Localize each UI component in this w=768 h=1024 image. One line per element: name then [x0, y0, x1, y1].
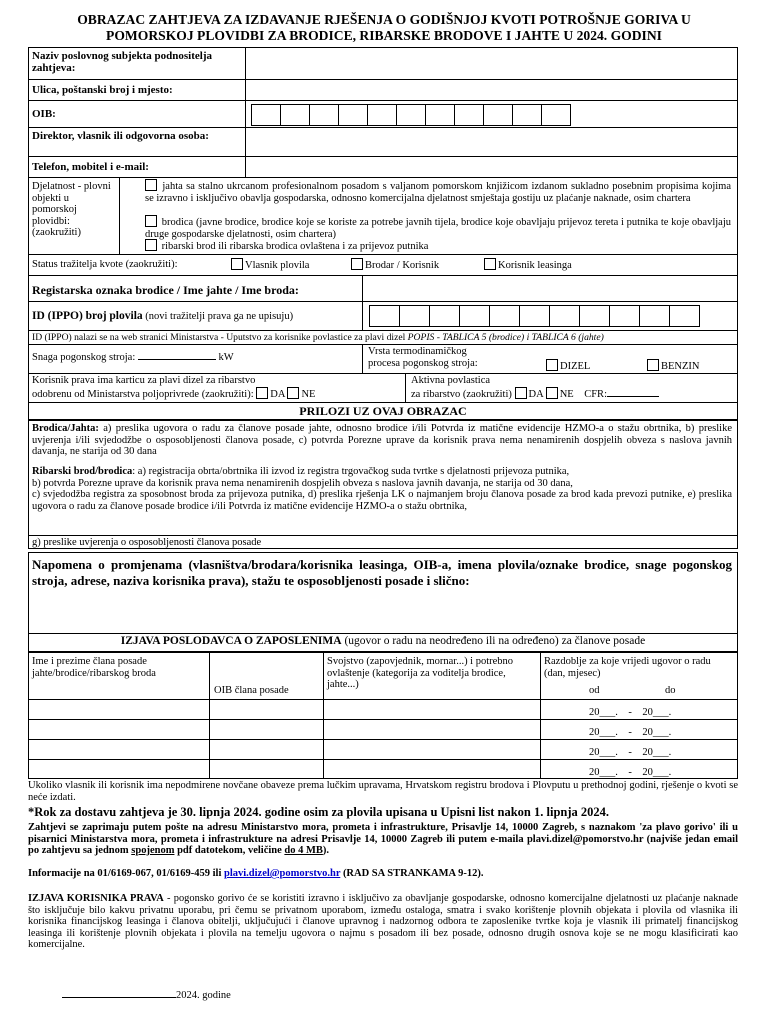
prilozi-ribarski: Ribarski brod/brodica: a) registracija obrta/obrtnika ili izvod iz registra trgovačkog suda tvrtke s djelatnosti prijevoza putnika, b) potvrda Porezne uprave da korisnik prava nema nenamirenih dospjelih obveza s naslova javnih davanja, ne starija od 30 dana, c) svjedodžba registra za sposobnost broda za prijevoza putnika, d) preslika rješenja LK o najmanjem broju članova posade za brod kada prevozi putnike, e) preslika ugovora o radu za članove posade brodice i/ili Potvrda iz matične evidencije HZMO-a o stažu obrtnika,: [32, 466, 732, 512]
signature-date[interactable]: 2024. godine: [62, 990, 231, 1002]
footer-info: Informacije na 01/6169-067, 01/6169-459 ili plavi.dizel@pomorstvo.hr (RAD SA STRANKAMA 9-12).: [28, 868, 484, 879]
table-row[interactable]: 20___. - 20___.: [589, 747, 672, 758]
direktor-label: Direktor, vlasnik ili odgovorna osoba:: [32, 130, 209, 142]
vrsta-dizel-checkbox[interactable]: [546, 359, 558, 371]
djelatnost-opt3-checkbox[interactable]: [145, 239, 157, 251]
napomena-section: [28, 552, 738, 634]
col-ime: Ime i prezime člana posade jahte/brodice/ribarskog broda: [32, 656, 156, 679]
status-label: Status tražitelja kvote (zaokružiti):: [32, 259, 178, 270]
footer-zahtjevi: Zahtjevi se zaprimaju putem pošte na adresu Ministarstvo mora, prometa i infrastrukture, Prisavlje 14, 10000 Zagreb, s naznakom 'za plavo gorivo' ili u pisarnici Ministarstva mora, prometa i infrastrukture na adresi Prisavlje 14, 10000 Zagreb ili putem e-maila plavi.dizel@pomorstvo.hr (najviše jedan email po zahtjevu sa jednom spojenom pdf datotekom, veličine do 4 MB).: [28, 822, 738, 856]
status-vlasnik-checkbox[interactable]: [231, 258, 243, 270]
employees-section: [28, 633, 738, 779]
col-razdoblje: Razdoblje za koje vrijedi ugovor o radu (dan, mjesec): [544, 656, 711, 679]
prilozi-g: g) preslike uvjerenja o osposobljenosti članova posade: [32, 537, 262, 548]
form-title: [0, 12, 768, 44]
kartica-label: Korisnik prava ima karticu za plavi dizel za ribarstvo odobrenu od Ministarstva poljoprivrede (zaokružiti): DA NE: [32, 375, 316, 400]
djelatnost-opt3[interactable]: ribarski brod ili ribarska brodica ovlaštena i za prijevoz putnika: [145, 239, 731, 253]
prilozi-brodica: Brodica/Jahta: a) preslika ugovora o radu za članove posade jahte, odnosno brodice i/ili Potvrda iz matične evidencije HZMO-a o stažu obrtnika, b) preslike uvjerenja i/ili svjedodžbe o osposobljenosti članova posade, c) potvrda Porezne uprave da korisnik prava nema nenamirenih dospjelih obveza s naslova javnih davanja, ne starija od 30 dana: [32, 423, 733, 457]
col-svojstvo: Svojstvo (zapovjednik, mornar...) i potrebno ovlaštenje (kategorija za voditelja brodice, jahte...): [327, 656, 514, 690]
vrsta-dizel[interactable]: DIZEL: [546, 359, 590, 373]
izjava-korisnika: IZJAVA KORISNIKA PRAVA - pogonsko gorivo će se koristiti izravno i isključivo za obavljanje gospodarske, odnosno komercijalne djelatnosti uz plaćanje naknade što isključuje bilo kakvu privatnu uporabu, pri čemu se privatnom uporabom, između ostaloga, smatra i svako korištenje plovnih objekata i plovila od vlasnika ili korisnika financijskog leasinga i članova obitelji, uključujući i članove upravnog i nadzornog odbora te zaposlenike tvrtke koja je vlasnik ili primatelj financijskog leasinga ili korištenje plovnih objekata i plovila na temelju ugovora o najmu s posadom ili bez posade, odnosno drugih osnova koje se ne mogu klasificirati kao komercijalne.: [28, 893, 739, 950]
title-line-1: OBRAZAC ZAHTJEVA ZA IZDAVANJE RJEŠENJA O GODIŠNJOJ KVOTI POTROŠNJE GORIVA U: [77, 12, 691, 27]
status-brodar-checkbox[interactable]: [351, 258, 363, 270]
col-do: do: [665, 685, 676, 696]
oib-boxes[interactable]: [251, 104, 601, 124]
aktivna-ne-checkbox[interactable]: [546, 387, 558, 399]
djelatnost-opt1[interactable]: jahta sa stalno ukrcanom profesionalnom posadom s valjanom pomorskom knjižicom izdanom sukladno posebnim propisima kojima se izravno i isključivo obavlja gospodarska, odnosno komercijalna djelatnost smještaja gostiju uz plaćanje naknade, osim chartera: [145, 181, 732, 204]
djelatnost-opt2-checkbox[interactable]: [145, 215, 157, 227]
telefon-input[interactable]: [247, 157, 737, 177]
email-link[interactable]: plavi.dizel@pomorstvo.hr: [223, 868, 341, 879]
naziv-label: Naziv poslovnog subjekta podnositelja zahtjeva:: [32, 50, 213, 74]
vrsta-benzin[interactable]: BENZIN: [647, 359, 700, 373]
aktivna-da-checkbox[interactable]: [515, 387, 527, 399]
col-od: od: [589, 685, 600, 696]
footer-note: Ukoliko vlasnik ili korisnik ima nepodmirene novčane obaveze prema lučkim upravama, Hrvatskom registru brodova i Plovputu u prethodnoj godini, rješenje o kvoti se neće izdati.: [28, 780, 738, 803]
prilozi-heading: PRILOZI UZ OVAJ OBRAZAC: [299, 404, 467, 418]
status-leasing-checkbox[interactable]: [484, 258, 496, 270]
vrsta-label: Vrsta termodinamičkog procesa pogonskog stroja:: [368, 346, 478, 369]
attachments-section: [28, 402, 738, 549]
ulica-label: Ulica, poštanski broj i mjesto:: [32, 84, 173, 96]
djelatnost-opt1-checkbox[interactable]: [145, 179, 157, 191]
ulica-input[interactable]: [247, 80, 737, 100]
col-oib: OIB člana posade: [214, 685, 289, 696]
status-brodar[interactable]: Brodar / Korisnik: [351, 258, 439, 272]
direktor-input[interactable]: [247, 128, 737, 156]
table-row[interactable]: 20___. - 20___.: [589, 767, 672, 778]
djelatnost-opt2[interactable]: brodica (javne brodice, brodice koje se koriste za potrebe javnih tijela, brodice koje obavljaju prijevoz tereta i putnika te koje obavljaju druge gospodarske djelatnosti, osim chartera): [145, 217, 732, 240]
status-vlasnik[interactable]: Vlasnik plovila: [231, 258, 309, 272]
registarska-label: Registarska oznaka brodice / Ime jahte / Ime broda:: [32, 283, 299, 297]
vrsta-benzin-checkbox[interactable]: [647, 359, 659, 371]
napomena-label: Napomena o promjenama (vlasništva/brodara/korisnika leasinga, OIB-a, imena plovila/oznake brodice, snage pogonskog stroja, adrese, naziva korisnika prava), stažu te osposobljenosti posade i slično:: [32, 557, 732, 588]
snaga-label: Snaga pogonskog stroja: kW: [32, 352, 234, 363]
ippo-info: ID (IPPO) nalazi se na web stranici Ministarstva - Uputstvo za korisnike povlastice za plavi dizel POPIS - TABLICA 5 (brodice) i TABLICA 6 (jahte): [32, 332, 604, 343]
kartica-ne-checkbox[interactable]: [287, 387, 299, 399]
applicant-section: [28, 47, 738, 403]
footer-rok: *Rok za dostavu zahtjeva je 30. lipnja 2024. godine osim za plovila upisana u Upisni list nakon 1. lipnja 2024.: [28, 805, 610, 819]
telefon-label: Telefon, mobitel i e-mail:: [32, 161, 149, 173]
kartica-da-checkbox[interactable]: [256, 387, 268, 399]
table-row[interactable]: 20___. - 20___.: [589, 727, 672, 738]
status-leasing[interactable]: Korisnik leasinga: [484, 258, 572, 272]
table-row[interactable]: 20___. - 20___.: [589, 707, 672, 718]
ippo-boxes[interactable]: [369, 305, 709, 327]
ippo-label: ID (IPPO) broj plovila (novi tražitelji prava ga ne upisuju): [32, 310, 294, 322]
napomena-input[interactable]: [29, 593, 737, 633]
registarska-input[interactable]: [363, 275, 737, 301]
aktivna-label: Aktivna povlastica za ribarstvo (zaokružiti) DA NE CFR:: [411, 375, 659, 400]
naziv-input[interactable]: [247, 48, 737, 79]
izjava-poslodavca-heading: IZJAVA POSLODAVCA O ZAPOSLENIMA (ugovor o radu na neodređeno ili na određeno) za članove posade: [120, 635, 646, 647]
oib-label: OIB:: [32, 108, 56, 120]
title-line-2: POMORSKOJ PLOVIDBI ZA BRODICE, RIBARSKE BRODOVE I JAHTE U 2024. GODINI: [106, 28, 662, 43]
djelatnost-label: Djelatnost - plovni objekti u pomorskoj plovidbi: (zaokružiti): [32, 181, 111, 238]
